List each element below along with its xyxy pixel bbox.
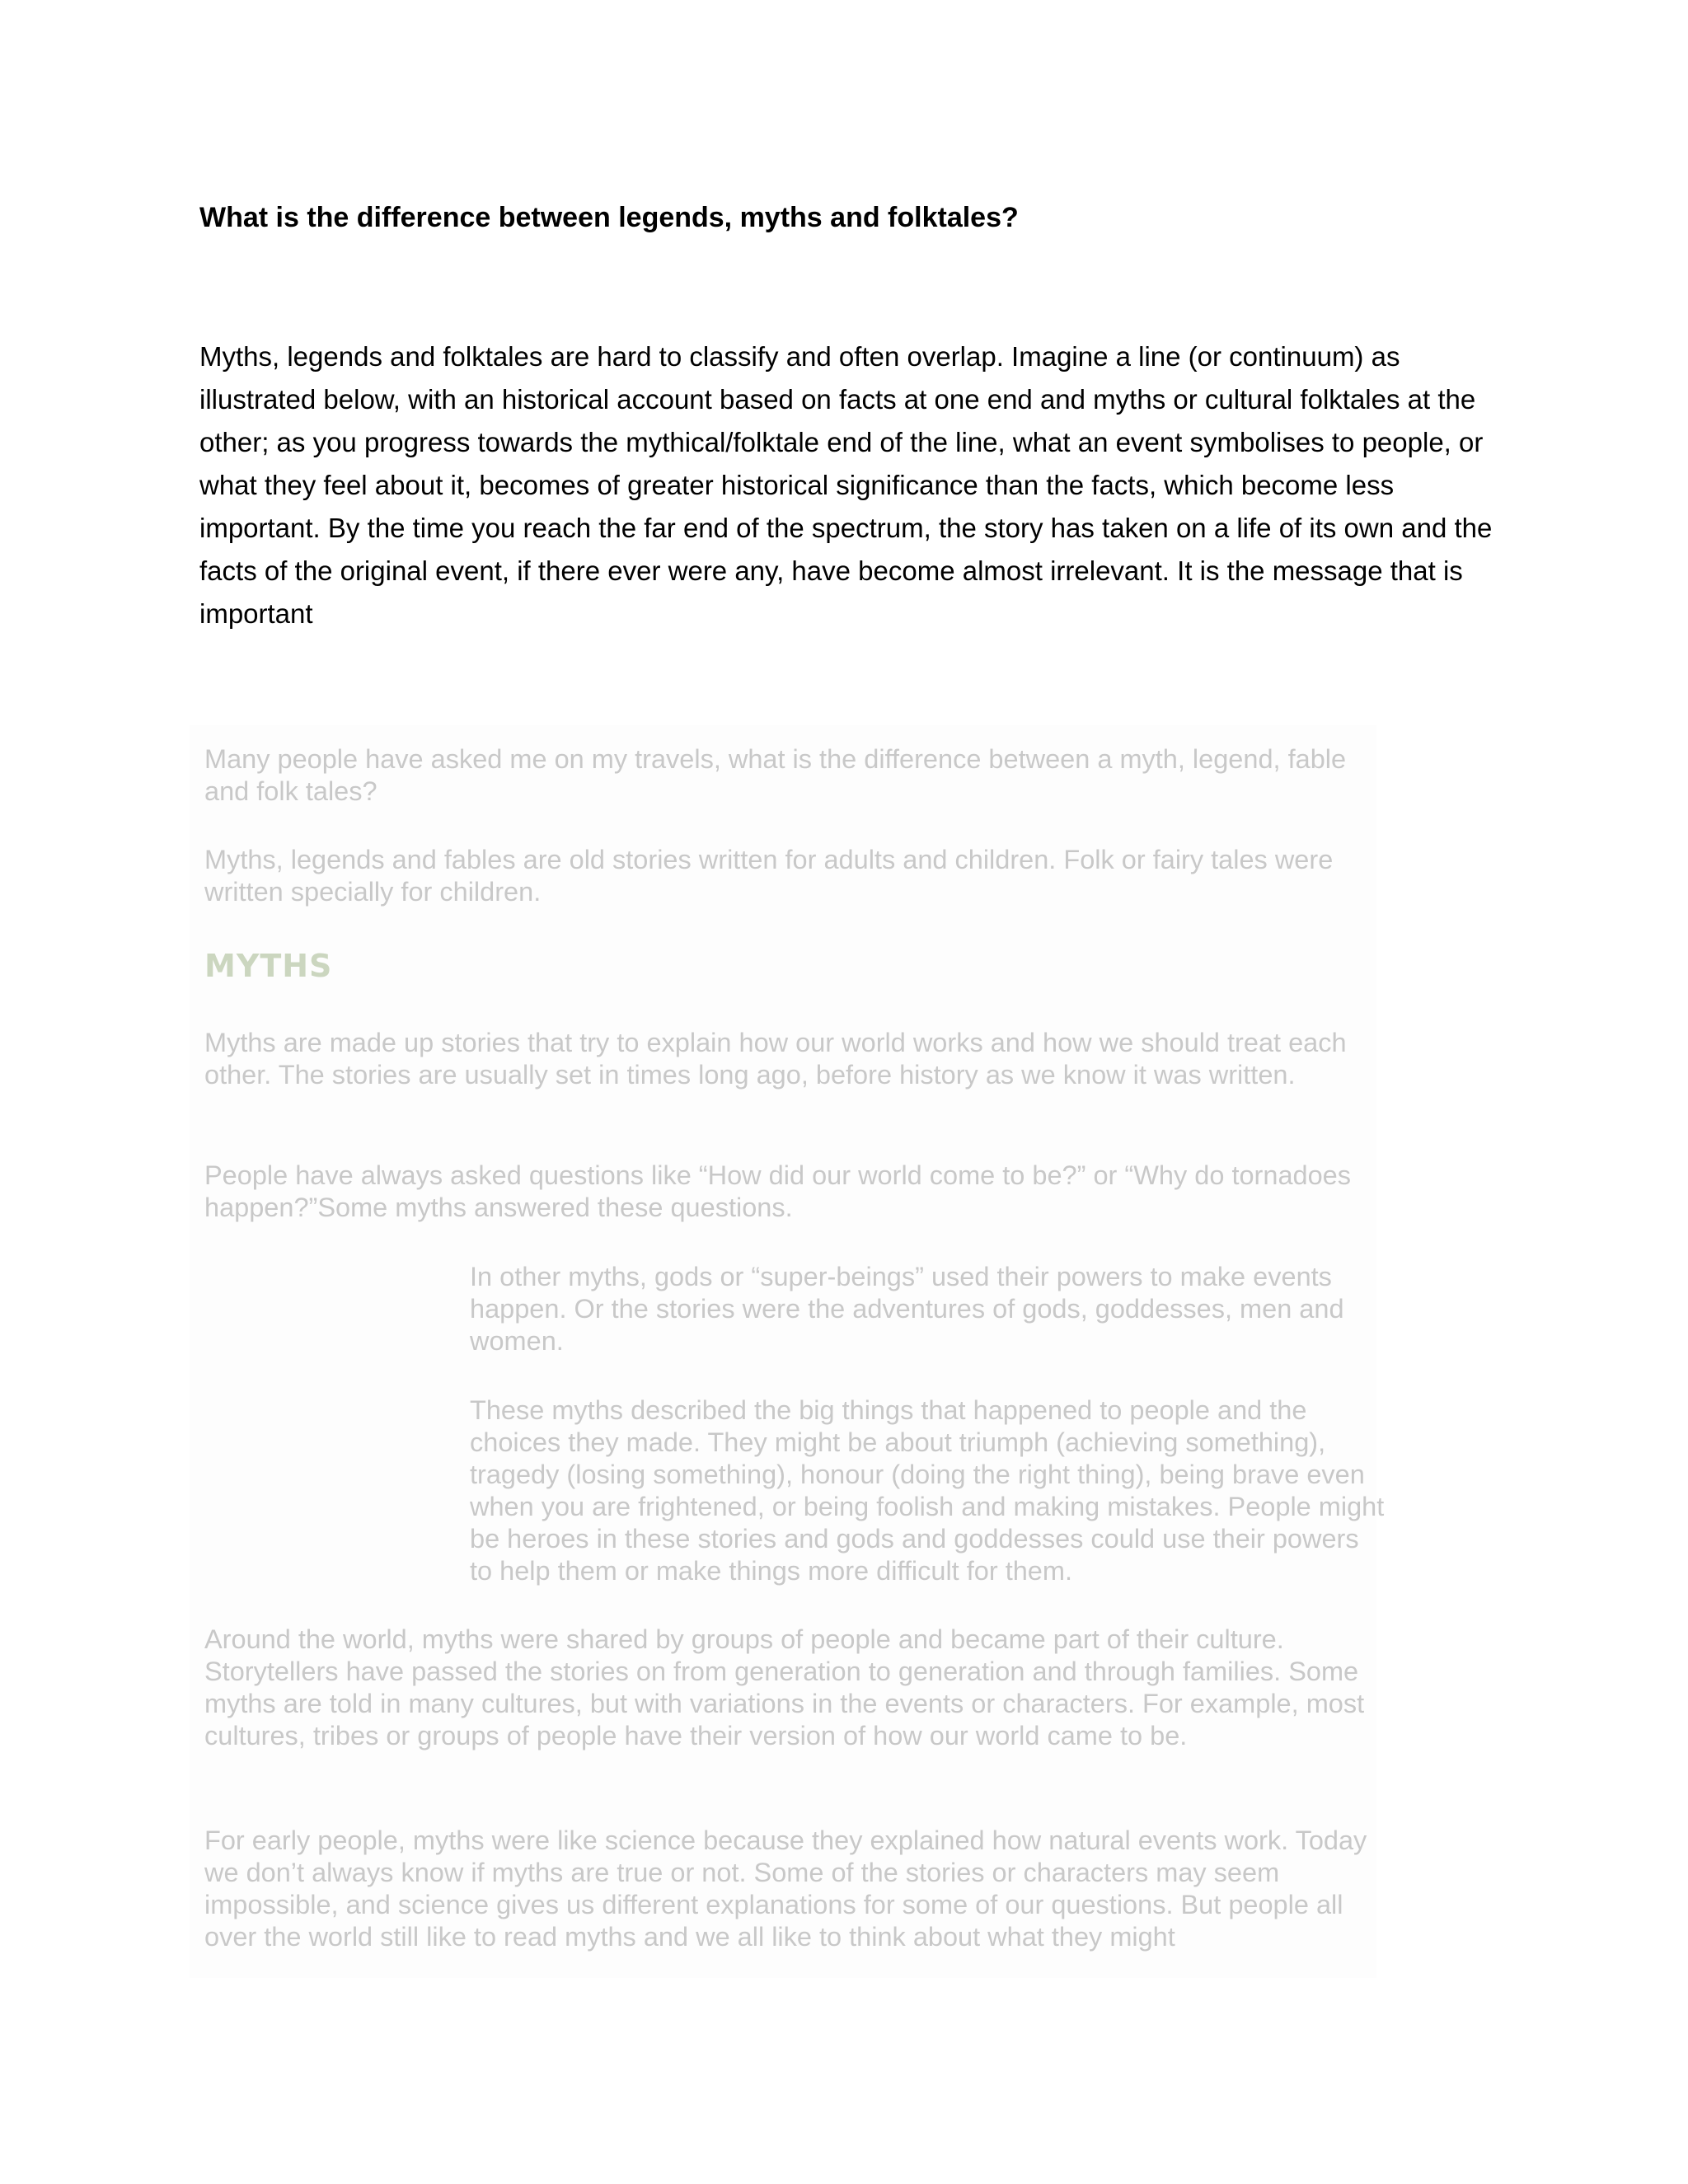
embedded-paragraph-audiences: Myths, legends and fables are old stories written for adults and children. Folk or fairy tales were written specially for children. <box>204 845 1334 907</box>
document-heading: What is the difference between legends, myths and folktales? <box>199 202 1019 233</box>
embedded-paragraph-science: For early people, myths were like science because they explained how natural events work. Today we don’t always know if myths are true or not. Some of the stories or characters may seem impossible, and science gives us different explanations for some of our questions. But people all over the world still like to read myths and we all like to think about what they might <box>204 1825 1367 1952</box>
embedded-paragraph-questions: People have always asked questions like “How did our world come to be?” or “Why do tornadoes happen?”Some myths answered these questions. <box>204 1160 1351 1222</box>
intro-paragraph: Myths, legends and folktales are hard to classify and often overlap. Imagine a line (or continuum) as illustrated below, with an historical account based on facts at one end and myths or cultural folktales at the other; as you progress towards the mythical/folktale end of the line, what an event symbolises to people, or what they feel about it, becomes of greater historical significance than the facts, which become less important. By the time you reach the far end of the spectrum, the story has taken on a life of its own and the facts of the original event, if there ever were any, have become almost irrelevant. It is the message that is important <box>199 341 1493 629</box>
embedded-paragraph-gods: In other myths, gods or “super-beings” used their powers to make events happen. Or the stories were the adventures of gods, goddesses, men and women. <box>470 1262 1344 1356</box>
embedded-section-title: MYTHS <box>204 948 333 984</box>
embedded-paragraph-definition: Myths are made up stories that try to explain how our world works and how we should treat each other. The stories are usually set in times long ago, before history as we know it was written. <box>204 1028 1347 1090</box>
embedded-paragraph-culture: Around the world, myths were shared by groups of people and became part of their culture. Storytellers have passed the stories on from generation to generation and through families. Some myths are told in many cultures, but with variations in the events or characters. For example, most cultures, tribes or groups of people have their version of how our world came to be. <box>204 1624 1365 1750</box>
embedded-paragraph-big-things: These myths described the big things that happened to people and the choices they made. They might be about triumph (achieving something), tragedy (losing something), honour (doing the right thing), being brave even when you are frightened, or being foolish and making mistakes. People might be heroes in these stories and gods and goddesses could use their powers to help them or make things more difficult for them. <box>470 1395 1385 1586</box>
embedded-paragraph-travels: Many people have asked me on my travels, what is the difference between a myth, legend, fable and folk tales? <box>204 744 1347 806</box>
